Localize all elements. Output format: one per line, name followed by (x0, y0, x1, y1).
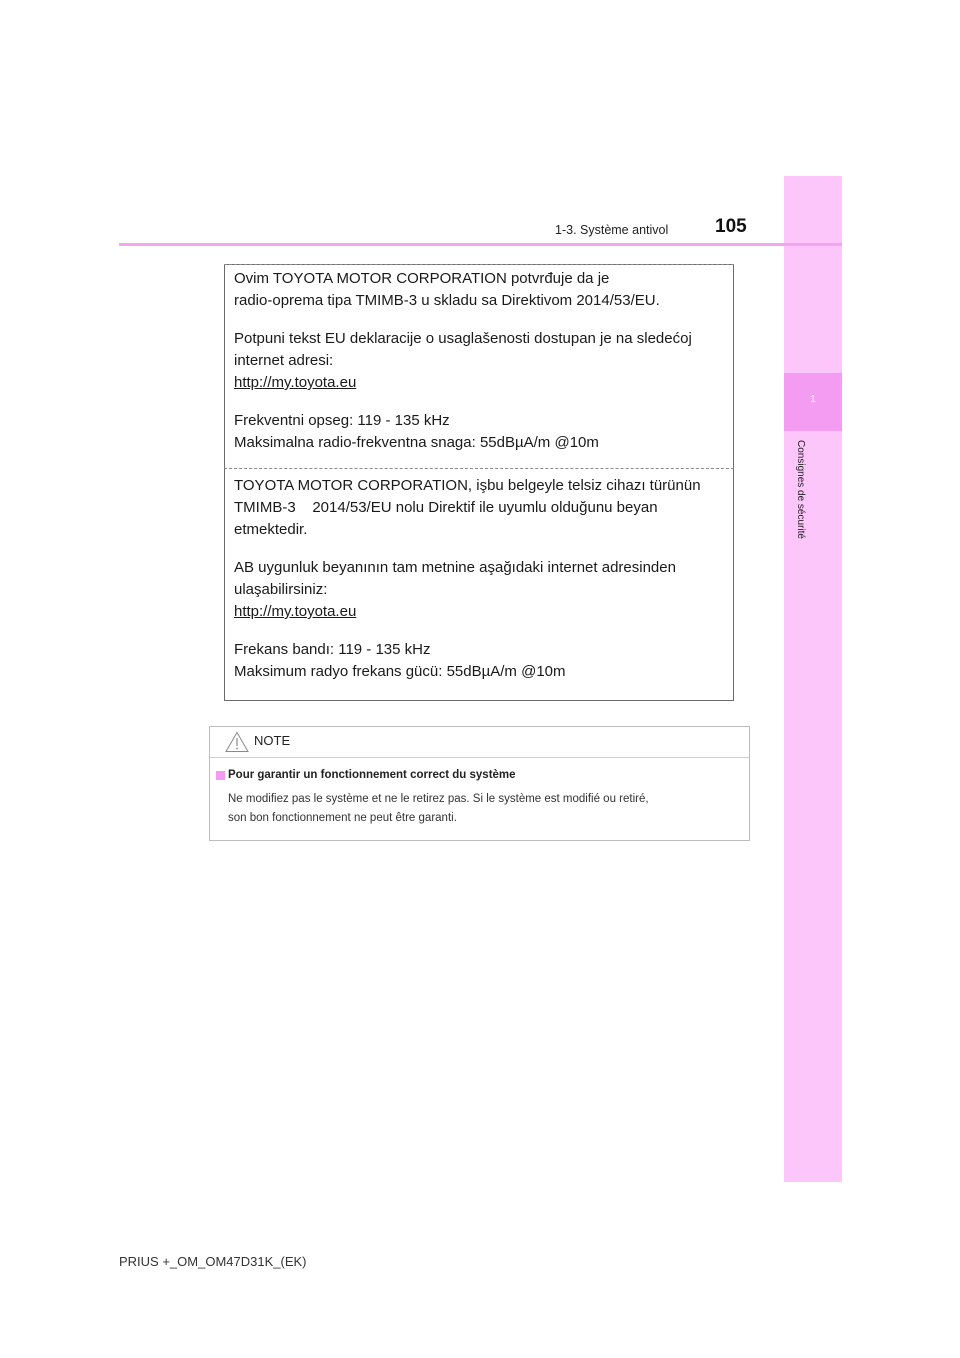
declaration-serbian (234, 268, 692, 454)
header-rule (119, 243, 842, 246)
text-line: internet adresi: (234, 352, 334, 369)
doc-code: PRIUS +_OM_OM47D31K_(EK) (119, 1254, 307, 1269)
note-body-line: son bon fonctionnement ne peut être garanti. (228, 812, 457, 824)
warning-triangle-icon (225, 731, 249, 753)
text-line: Frekventni opseg: 119 - 135 kHz (234, 412, 450, 429)
declaration-turkish (234, 475, 701, 683)
text-line: TOYOTA MOTOR CORPORATION, işbu belgeyle telsiz cihazı türünün (234, 477, 701, 494)
toyota-link[interactable]: http://my.toyota.eu (234, 603, 357, 620)
note-header-rule (210, 757, 749, 758)
chapter-title: Consignes de sécurité (795, 440, 806, 539)
declaration-top-rule (224, 264, 734, 265)
text-line: Potpuni tekst EU deklaracije o usaglašenosti dostupan je na sledećoj (234, 330, 692, 347)
text-line: Maksimalna radio-frekventna snaga: 55dBµA/m @10m (234, 434, 599, 451)
text-line: TMIMB-3 2014/53/EU nolu Direktif ile uyumlu olduğunu beyan (234, 499, 658, 516)
chapter-sidebar (784, 176, 842, 1182)
text-line: AB uygunluk beyanının tam metnine aşağıdaki internet adresinden (234, 559, 676, 576)
section-title: 1-3. Système antivol (555, 223, 669, 237)
bullet-square-icon (216, 771, 225, 780)
declaration-separator (224, 468, 734, 469)
toyota-link[interactable]: http://my.toyota.eu (234, 374, 357, 391)
text-line: Maksimum radyo frekans gücü: 55dBµA/m @10m (234, 663, 566, 680)
text-line: ulaşabilirsiniz: (234, 581, 328, 598)
text-line: radio-oprema tipa TMIMB-3 u skladu sa Direktivom 2014/53/EU. (234, 292, 660, 309)
text-line: Ovim TOYOTA MOTOR CORPORATION potvrđuje da je (234, 270, 610, 287)
text-line: Frekans bandı: 119 - 135 kHz (234, 641, 431, 658)
text-line: etmektedir. (234, 521, 308, 538)
note-title: Pour garantir un fonctionnement correct du système (228, 769, 516, 781)
note-body (228, 790, 738, 828)
page-number: 105 (715, 216, 747, 237)
note-body-line: Ne modifiez pas le système et ne le retirez pas. Si le système est modifié ou retiré, (228, 793, 649, 805)
chapter-number: 1 (810, 394, 816, 405)
note-label: NOTE (254, 733, 291, 748)
